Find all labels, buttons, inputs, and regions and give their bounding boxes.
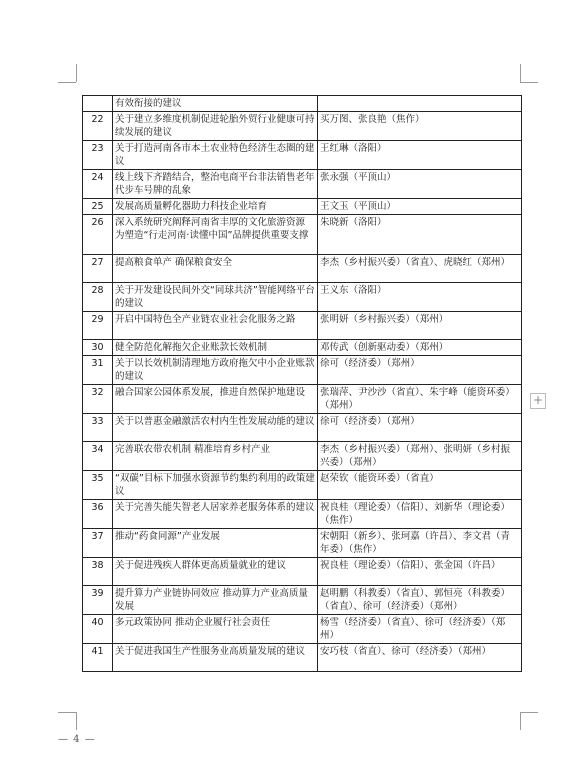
- proposal-title: 线上线下齐踏结合，整治电商平台非法销售老年代步车号牌的乱象: [113, 170, 318, 199]
- table-row: [83, 283, 522, 312]
- row-number: 25: [83, 199, 113, 215]
- proposal-author: 张瑞萍、尹沙沙（省直）、朱宇峰（能资环委）（郑州）: [318, 385, 522, 414]
- crop-mark-bottom-right-h: [520, 712, 538, 713]
- proposal-title: 提升算力产业链协同效应 推动算力产业高质量发展: [113, 586, 318, 615]
- proposal-title: 融合国家公园体系发展，推进自然保护地建设: [113, 385, 318, 414]
- crop-mark-top-right-v: [520, 64, 521, 82]
- proposal-title: 提高粮食单产 确保粮食安全: [113, 255, 318, 283]
- row-number: 41: [83, 644, 113, 672]
- table-row: [83, 356, 522, 385]
- row-number: 27: [83, 255, 113, 283]
- table-row: [83, 215, 522, 255]
- table-row: [83, 312, 522, 340]
- row-number: [83, 96, 113, 112]
- proposal-title: 关于建立多维度机制促进轮胎外贸行业健康可持续发展的建议: [113, 112, 318, 141]
- row-number: 30: [83, 340, 113, 356]
- table-row: [83, 199, 522, 215]
- proposal-title: 关于促进残疾人群体更高质量就业的建议: [113, 558, 318, 586]
- table-row: [83, 500, 522, 529]
- proposal-author: 邓传武（创新驱动委）（郑州）: [318, 340, 522, 356]
- row-number: 33: [83, 414, 113, 442]
- proposal-title: 关于开发建设民间外交“同球共济”智能网络平台的建议: [113, 283, 318, 312]
- proposal-author: 张永强（平顶山）: [318, 170, 522, 199]
- crop-mark-top-right-h: [520, 82, 538, 83]
- proposal-author: 徐可（经济委）（郑州）: [318, 414, 522, 442]
- table-row: [83, 442, 522, 471]
- row-number: 26: [83, 215, 113, 255]
- proposal-title: “双碳”目标下加强水资源节约集约利用的政策建议: [113, 471, 318, 500]
- row-number: 32: [83, 385, 113, 414]
- proposal-author: 祝良桂（理论委）（信阳）、张金国（许昌）: [318, 558, 522, 586]
- row-number: 37: [83, 529, 113, 558]
- row-number: 31: [83, 356, 113, 385]
- proposal-author: 李杰（乡村振兴委）（省直）、虎晓红（郑州）: [318, 255, 522, 283]
- page-number: — 4 —: [58, 734, 96, 745]
- proposal-author: 祝良桂（理论委）（信阳）、刘新华（理论委）（焦作）: [318, 500, 522, 529]
- crop-mark-bottom-left-v: [76, 712, 77, 730]
- row-number: 24: [83, 170, 113, 199]
- proposal-title: 关于以长效机制清理地方政府拖欠中小企业账款的建议: [113, 356, 318, 385]
- table-row: [83, 586, 522, 615]
- crop-mark-top-left-h: [58, 82, 76, 83]
- row-number: 34: [83, 442, 113, 471]
- proposal-title: 完善联农带农机制 精准培育乡村产业: [113, 442, 318, 471]
- proposal-author: 买万图、张良艳（焦作）: [318, 112, 522, 141]
- proposal-author: 张明妍（乡村振兴委）（郑州）: [318, 312, 522, 340]
- proposal-title: 有效衔接的建议: [113, 96, 318, 112]
- proposal-author: 王义东（洛阳）: [318, 283, 522, 312]
- proposal-title: 关于打造河南各市本土农业特色经济生态圈的建议: [113, 141, 318, 170]
- table-row: [83, 340, 522, 356]
- table-row: [83, 141, 522, 170]
- proposal-table: [82, 95, 522, 672]
- table-row: [83, 414, 522, 442]
- proposal-title: 发展高质量孵化器助力科技企业培育: [113, 199, 318, 215]
- row-number: 29: [83, 312, 113, 340]
- proposal-title: 关于完善失能失智老人居家养老服务体系的建议: [113, 500, 318, 529]
- table-row: [83, 558, 522, 586]
- proposal-author: [318, 96, 522, 112]
- table-row: [83, 170, 522, 199]
- table-row: [83, 255, 522, 283]
- proposal-title: 深入系统研究阐释河南省丰厚的文化旅游资源 为塑造“行走河南·读懂中国”品牌提供重要支撑: [113, 215, 318, 255]
- proposal-author: 王文玉（平顶山）: [318, 199, 522, 215]
- table-row: [83, 644, 522, 672]
- proposal-title: 多元政策协同 推动企业履行社会责任: [113, 615, 318, 644]
- table-row: [83, 385, 522, 414]
- row-number: 28: [83, 283, 113, 312]
- proposal-author: 李杰（乡村振兴委）（郑州）、张明妍（乡村振兴委）（郑州）: [318, 442, 522, 471]
- proposal-author: 朱晓新（洛阳）: [318, 215, 522, 255]
- row-number: 39: [83, 586, 113, 615]
- table-row: [83, 112, 522, 141]
- proposal-author: 杨雪（经济委）（省直）、徐可（经济委）（郑州）: [318, 615, 522, 644]
- proposal-author: 赵荣钦（能资环委）（省直）: [318, 471, 522, 500]
- row-number: 40: [83, 615, 113, 644]
- proposal-author: 徐可（经济委）（郑州）: [318, 356, 522, 385]
- proposal-author: 安巧枝（省直）、徐可（经济委）（郑州）: [318, 644, 522, 672]
- proposal-title: 关于以普惠金融激活农村内生性发展动能的建议: [113, 414, 318, 442]
- crop-mark-bottom-left-h: [58, 712, 76, 713]
- proposal-author: 赵明鹏（科教委）（省直）、郭恒亮（科教委）（省直）、徐可（经济委）（郑州）: [318, 586, 522, 615]
- table-row: [83, 96, 522, 112]
- row-number: 38: [83, 558, 113, 586]
- table-row: [83, 471, 522, 500]
- row-number: 23: [83, 141, 113, 170]
- table-row: [83, 529, 522, 558]
- proposal-title: 推动“药食同源”产业发展: [113, 529, 318, 558]
- expand-button[interactable]: +: [530, 393, 546, 409]
- proposal-title: 开启中国特色全产业链农业社会化服务之路: [113, 312, 318, 340]
- proposal-title: 关于促进我国生产性服务业高质量发展的建议: [113, 644, 318, 672]
- proposal-table-body: [83, 96, 522, 672]
- row-number: 35: [83, 471, 113, 500]
- row-number: 22: [83, 112, 113, 141]
- table-row: [83, 615, 522, 644]
- row-number: 36: [83, 500, 113, 529]
- proposal-author: 王红琳（洛阳）: [318, 141, 522, 170]
- proposal-title: 健全防范化解拖欠企业账款长效机制: [113, 340, 318, 356]
- crop-mark-top-left-v: [76, 64, 77, 82]
- crop-mark-bottom-right-v: [520, 712, 521, 730]
- proposal-author: 宋朝阳（新乡）、张珂嘉（许昌）、李文君（青年委）（焦作）: [318, 529, 522, 558]
